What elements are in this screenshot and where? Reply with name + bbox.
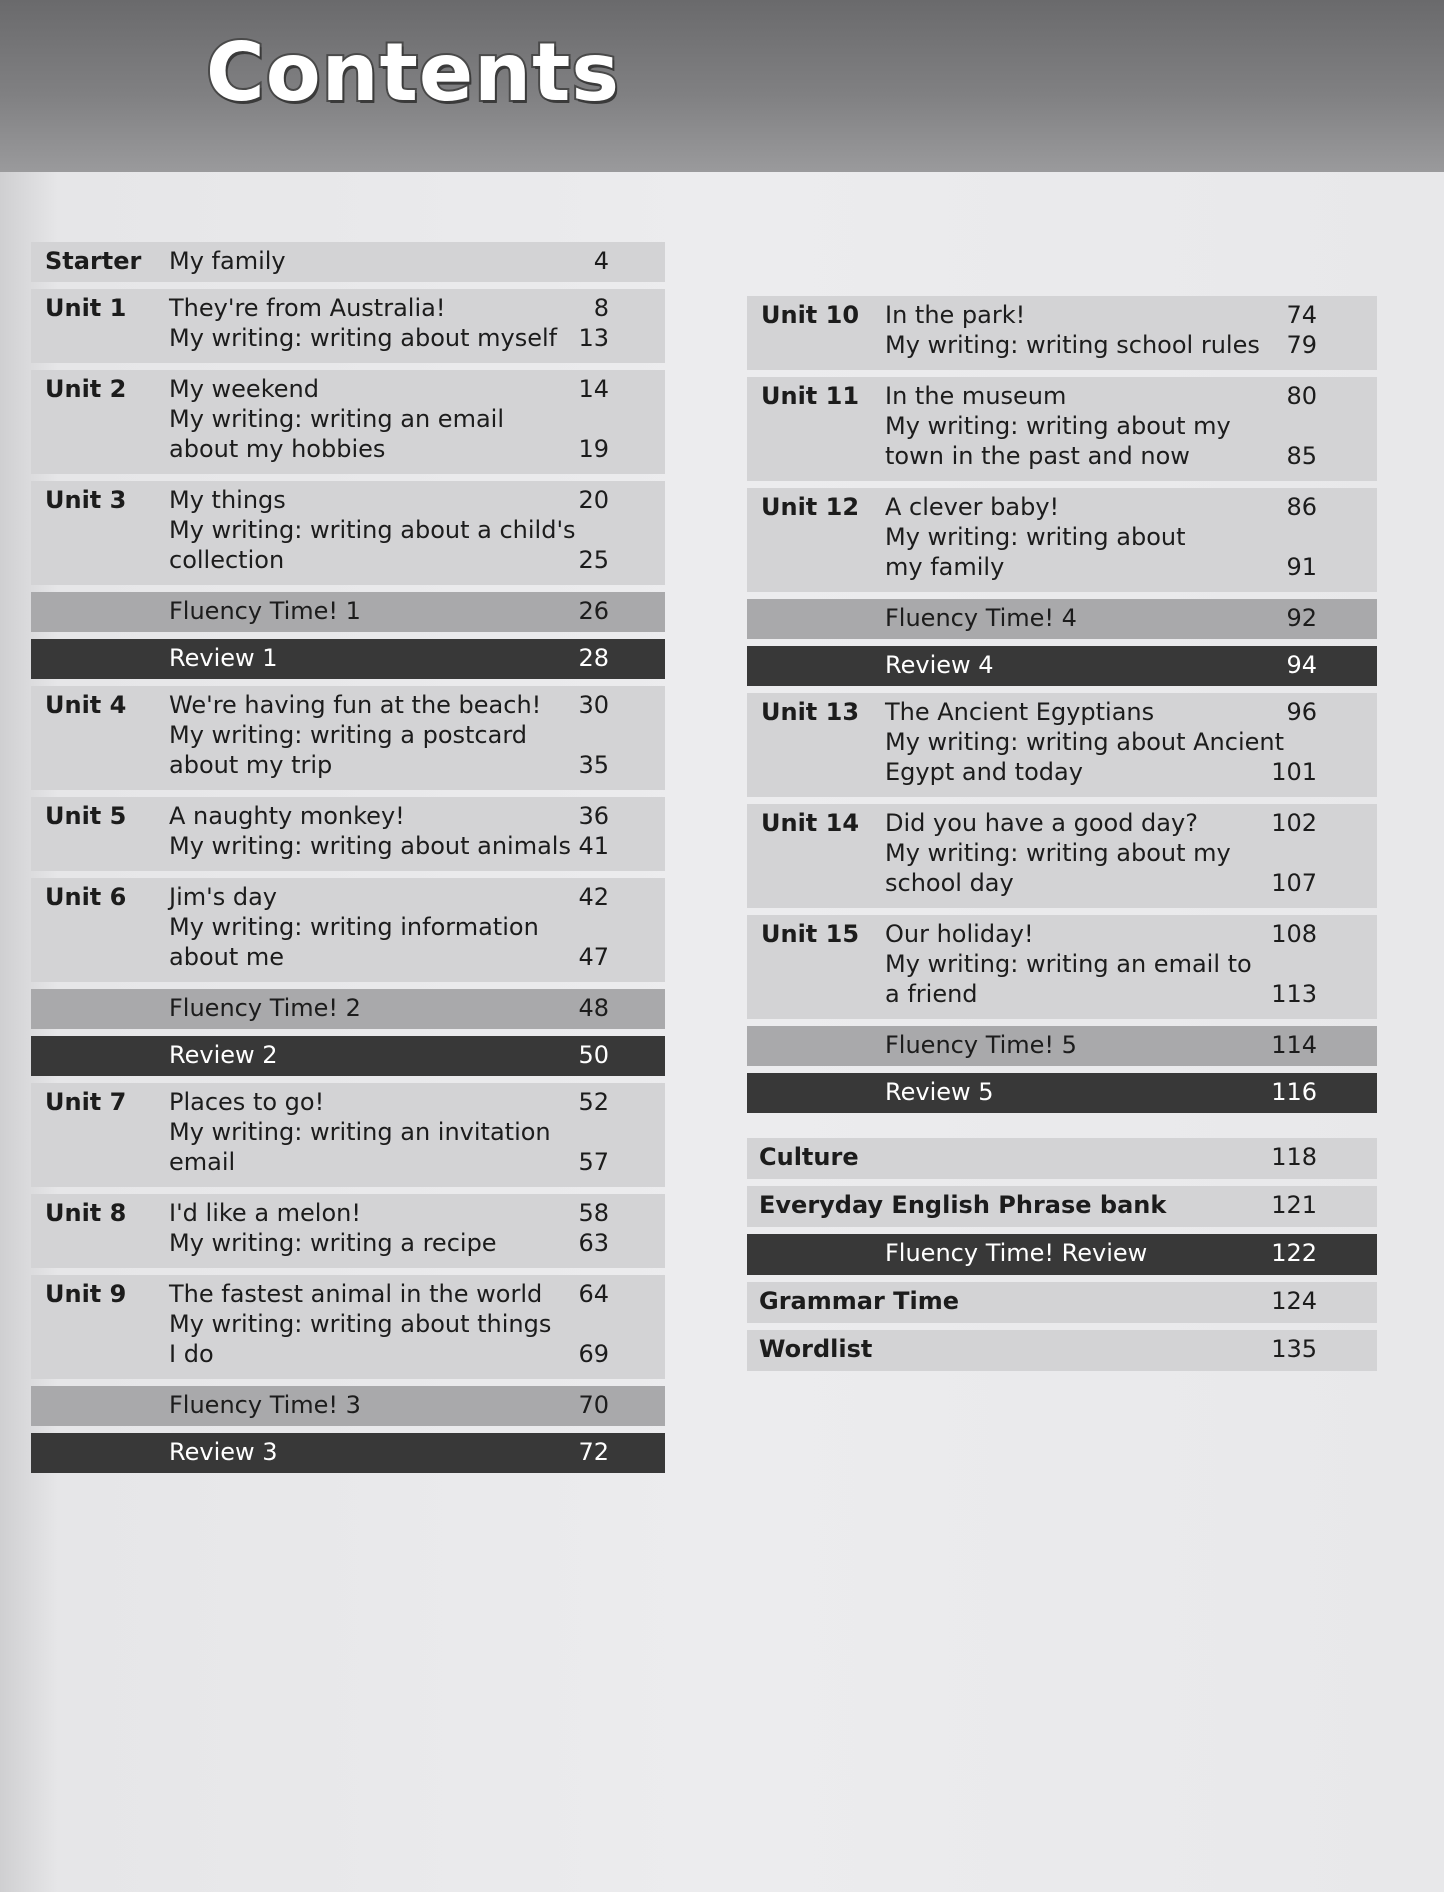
page-number: 79 — [1286, 331, 1317, 359]
page-number: 74 — [1286, 301, 1317, 329]
page-number: 13 — [578, 324, 609, 352]
unit-label: Unit 8 — [45, 1199, 127, 1227]
entry-subtitle: My writing: writing about things — [169, 1310, 552, 1338]
entry-subtitle: school day — [885, 869, 1014, 897]
page-number: 48 — [578, 994, 609, 1022]
unit-label: Unit 7 — [45, 1088, 127, 1116]
toc-row-unit-3 — [31, 481, 665, 585]
entry-subtitle: about me — [169, 943, 285, 971]
unit-label: Unit 3 — [45, 486, 127, 514]
toc-row-fluency-time-3 — [31, 1386, 665, 1426]
toc-row-fluency-time-review — [747, 1234, 1377, 1275]
entry-subtitle: My writing: writing about my — [885, 412, 1231, 440]
page-number: 47 — [578, 943, 609, 971]
toc-row-culture — [747, 1138, 1377, 1179]
page-number: 124 — [1271, 1287, 1317, 1315]
toc-row-unit-10 — [747, 296, 1377, 370]
page-number: 4 — [593, 247, 609, 275]
page-number: 86 — [1286, 493, 1317, 521]
entry-title: Fluency Time! 1 — [169, 597, 361, 625]
contents-right-column — [747, 296, 1377, 1120]
toc-row-unit-4 — [31, 686, 665, 790]
page-number: 116 — [1271, 1078, 1317, 1106]
toc-row-review-5 — [747, 1073, 1377, 1113]
page-number: 101 — [1271, 758, 1317, 786]
page-number: 85 — [1286, 442, 1317, 470]
page-number: 50 — [578, 1041, 609, 1069]
toc-row-review-4 — [747, 646, 1377, 686]
toc-row-unit-11 — [747, 377, 1377, 481]
toc-row-wordlist — [747, 1330, 1377, 1371]
entry-subtitle: about my hobbies — [169, 435, 386, 463]
entry-subtitle: My writing: writing about myself — [169, 324, 558, 352]
toc-row-unit-6 — [31, 878, 665, 982]
page-number: 57 — [578, 1148, 609, 1176]
toc-row-fluency-time-2 — [31, 989, 665, 1029]
page-number: 94 — [1286, 651, 1317, 679]
page-number: 96 — [1286, 698, 1317, 726]
toc-row-unit-8 — [31, 1194, 665, 1268]
unit-label: Unit 6 — [45, 883, 127, 911]
page-number: 122 — [1271, 1239, 1317, 1267]
page-number: 69 — [578, 1340, 609, 1368]
page-number: 14 — [578, 375, 609, 403]
toc-row-unit-7 — [31, 1083, 665, 1187]
entry-subtitle: My writing: writing about Ancient — [885, 728, 1285, 756]
unit-label: Unit 12 — [761, 493, 860, 521]
page-number: 30 — [578, 691, 609, 719]
page-number: 20 — [578, 486, 609, 514]
unit-label: Unit 4 — [45, 691, 127, 719]
entry-title: Fluency Time! Review — [885, 1239, 1148, 1267]
page-number: 70 — [578, 1391, 609, 1419]
section-label: Wordlist — [759, 1335, 873, 1363]
page-number: 8 — [593, 294, 609, 322]
toc-row-review-1 — [31, 639, 665, 679]
unit-label: Starter — [45, 247, 142, 275]
toc-row-unit-5 — [31, 797, 665, 871]
section-label: Everyday English Phrase bank — [759, 1191, 1167, 1219]
entry-title: Fluency Time! 4 — [885, 604, 1077, 632]
entry-title: Review 4 — [885, 651, 994, 679]
unit-label: Unit 11 — [761, 382, 860, 410]
entry-subtitle: My writing: writing an email to — [885, 950, 1252, 978]
entry-title: Fluency Time! 3 — [169, 1391, 361, 1419]
entry-subtitle: town in the past and now — [885, 442, 1190, 470]
toc-row-unit-12 — [747, 488, 1377, 592]
entry-title: In the museum — [885, 382, 1067, 410]
entry-title: My weekend — [169, 375, 319, 403]
toc-row-unit-1 — [31, 289, 665, 363]
page-number: 64 — [578, 1280, 609, 1308]
page-number: 92 — [1286, 604, 1317, 632]
unit-label: Unit 1 — [45, 294, 127, 322]
entry-title: My family — [169, 247, 286, 275]
entry-subtitle: collection — [169, 546, 285, 574]
page-number: 108 — [1271, 920, 1317, 948]
page-number: 42 — [578, 883, 609, 911]
entry-subtitle: email — [169, 1148, 236, 1176]
entry-subtitle: a friend — [885, 980, 978, 1008]
entry-title: In the park! — [885, 301, 1026, 329]
entry-title: The fastest animal in the world — [169, 1280, 543, 1308]
header-band — [0, 0, 1444, 172]
contents-right-extras — [747, 1138, 1377, 1378]
page-number: 26 — [578, 597, 609, 625]
entry-subtitle: My writing: writing about animals — [169, 832, 571, 860]
toc-row-grammar-time — [747, 1282, 1377, 1323]
page-number: 107 — [1271, 869, 1317, 897]
entry-title: Jim's day — [169, 883, 277, 911]
page-number: 58 — [578, 1199, 609, 1227]
page-number: 36 — [578, 802, 609, 830]
page-number: 118 — [1271, 1143, 1317, 1171]
page-number: 52 — [578, 1088, 609, 1116]
page-number: 35 — [578, 751, 609, 779]
entry-subtitle: about my trip — [169, 751, 333, 779]
entry-title: Review 3 — [169, 1438, 278, 1466]
page-title: Contents — [206, 26, 620, 119]
unit-label: Unit 14 — [761, 809, 860, 837]
toc-row-starter — [31, 242, 665, 282]
entry-title: A clever baby! — [885, 493, 1060, 521]
entry-title: I'd like a melon! — [169, 1199, 361, 1227]
entry-title: Review 2 — [169, 1041, 278, 1069]
entry-title: The Ancient Egyptians — [885, 698, 1155, 726]
unit-label: Unit 15 — [761, 920, 860, 948]
contents-left-column — [31, 242, 665, 1480]
toc-row-everyday-english-phrase-bank — [747, 1186, 1377, 1227]
unit-label: Unit 2 — [45, 375, 127, 403]
entry-title: Our holiday! — [885, 920, 1034, 948]
page-number: 91 — [1286, 553, 1317, 581]
toc-row-review-2 — [31, 1036, 665, 1076]
toc-row-unit-13 — [747, 693, 1377, 797]
page-number: 113 — [1271, 980, 1317, 1008]
entry-title: Did you have a good day? — [885, 809, 1198, 837]
toc-row-unit-9 — [31, 1275, 665, 1379]
section-label: Grammar Time — [759, 1287, 960, 1315]
entry-subtitle: Egypt and today — [885, 758, 1083, 786]
entry-subtitle: I do — [169, 1340, 214, 1368]
unit-label: Unit 5 — [45, 802, 127, 830]
entry-title: We're having fun at the beach! — [169, 691, 542, 719]
page-number: 19 — [578, 435, 609, 463]
entry-title: Places to go! — [169, 1088, 325, 1116]
page-number: 28 — [578, 644, 609, 672]
toc-row-fluency-time-1 — [31, 592, 665, 632]
entry-title: Review 5 — [885, 1078, 994, 1106]
toc-row-review-3 — [31, 1433, 665, 1473]
toc-row-fluency-time-5 — [747, 1026, 1377, 1066]
entry-title: Review 1 — [169, 644, 278, 672]
entry-subtitle: My writing: writing a postcard — [169, 721, 528, 749]
page-number: 41 — [578, 832, 609, 860]
entry-subtitle: My writing: writing an email — [169, 405, 504, 433]
entry-subtitle: My writing: writing about — [885, 523, 1186, 551]
entry-subtitle: My writing: writing about my — [885, 839, 1231, 867]
section-label: Culture — [759, 1143, 859, 1171]
unit-label: Unit 9 — [45, 1280, 127, 1308]
entry-title: They're from Australia! — [169, 294, 446, 322]
entry-title: Fluency Time! 2 — [169, 994, 361, 1022]
toc-row-fluency-time-4 — [747, 599, 1377, 639]
page-number: 80 — [1286, 382, 1317, 410]
entry-title: Fluency Time! 5 — [885, 1031, 1077, 1059]
entry-title: My things — [169, 486, 286, 514]
entry-subtitle: my family — [885, 553, 1005, 581]
toc-row-unit-14 — [747, 804, 1377, 908]
page-number: 25 — [578, 546, 609, 574]
entry-title: A naughty monkey! — [169, 802, 405, 830]
page-number: 121 — [1271, 1191, 1317, 1219]
entry-subtitle: My writing: writing information — [169, 913, 539, 941]
entry-subtitle: My writing: writing about a child's — [169, 516, 576, 544]
page-number: 114 — [1271, 1031, 1317, 1059]
page-number: 102 — [1271, 809, 1317, 837]
page-number: 63 — [578, 1229, 609, 1257]
toc-row-unit-2 — [31, 370, 665, 474]
entry-subtitle: My writing: writing school rules — [885, 331, 1260, 359]
entry-subtitle: My writing: writing a recipe — [169, 1229, 497, 1257]
unit-label: Unit 13 — [761, 698, 860, 726]
page-number: 72 — [578, 1438, 609, 1466]
unit-label: Unit 10 — [761, 301, 860, 329]
page-number: 135 — [1271, 1335, 1317, 1363]
toc-row-unit-15 — [747, 915, 1377, 1019]
entry-subtitle: My writing: writing an invitation — [169, 1118, 551, 1146]
